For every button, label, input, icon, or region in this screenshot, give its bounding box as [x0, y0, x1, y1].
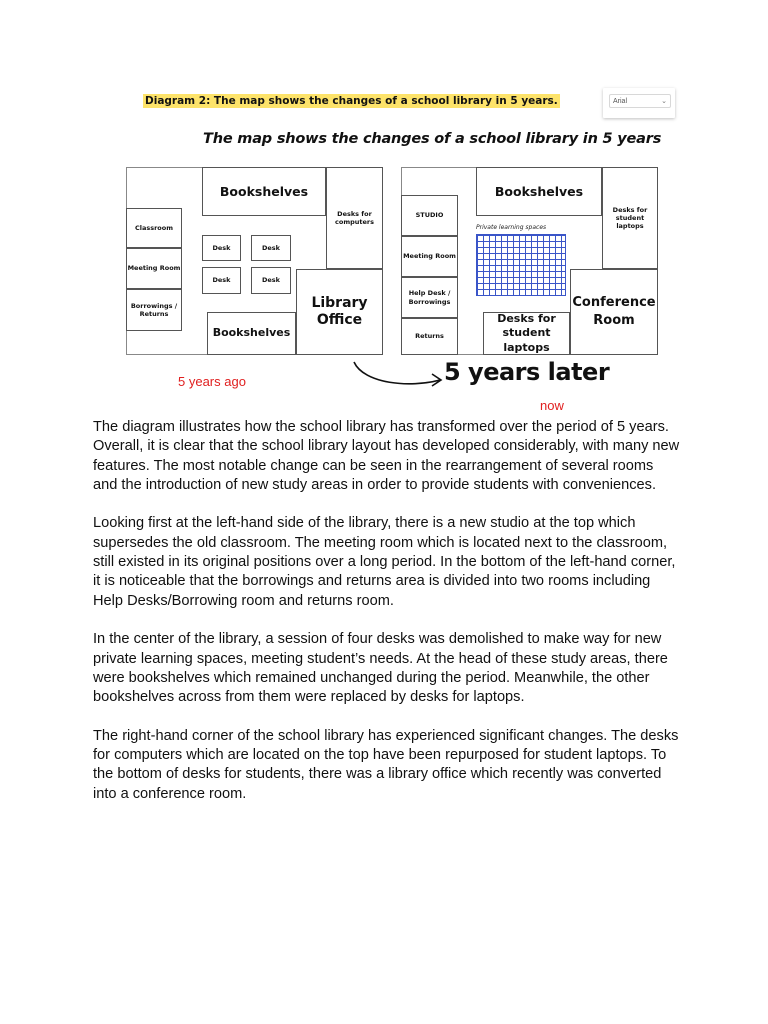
label-5-years-ago: 5 years ago: [178, 374, 246, 389]
chevron-down-icon: ⌄: [661, 98, 667, 105]
curved-arrow-icon: [350, 358, 450, 390]
font-selector[interactable]: [603, 88, 675, 118]
before-borrowings-returns: Borrowings / Returns: [126, 289, 182, 331]
font-selector-value: Arial: [613, 98, 628, 105]
essay-paragraph-5: The right-hand corner of the school library has experienced significant changes. The desks for computers which are located on the top have been repurposed for student laptops. To the bottom of desks for students, there was a library office which recently was converted into a conference room.: [93, 727, 679, 802]
font-selector-field[interactable]: [609, 94, 671, 108]
private-learning-spaces-grid: [476, 234, 566, 296]
before-bookshelves-top: Bookshelves: [202, 167, 326, 216]
after-help-desk-borrowings: Help Desk / Borrowings: [401, 277, 458, 318]
before-meeting-room: Meeting Room: [126, 248, 182, 289]
before-desk-1: Desk: [202, 235, 241, 261]
after-meeting-room: Meeting Room: [401, 236, 458, 277]
after-desks-for-student-laptops-bottom: Desks for student laptops: [483, 312, 570, 355]
label-5-years-later: 5 years later: [444, 358, 610, 386]
map-title: The map shows the changes of a school library in 5 years: [203, 131, 662, 147]
essay-paragraph-3: Looking first at the left-hand side of the library, there is a new studio at the top which supersedes the old classroom. The meeting room which is located next to the classroom, still existed in its original positions over a long period. In the bottom of the left-hand corner, it is noticeable that the borrowings and returns area is divided into two rooms including Help Desks/Borrowing room and returns room.: [93, 515, 676, 609]
label-now: now: [540, 398, 564, 413]
after-conference-room: Conference Room: [570, 269, 658, 355]
before-desk-3: Desk: [202, 267, 241, 294]
essay-body: [93, 418, 681, 804]
after-studio: STUDIO: [401, 195, 458, 236]
after-bookshelves-top: Bookshelves: [476, 167, 602, 216]
after-desks-for-student-laptops-top: Desks for student laptops: [602, 167, 658, 269]
essay-paragraph-1: The diagram illustrates how the school library has transformed over the period of 5 years.: [93, 419, 669, 435]
before-bookshelves-bottom: Bookshelves: [207, 312, 296, 355]
before-desk-4: Desk: [251, 267, 291, 294]
before-library-office: Library Office: [296, 269, 383, 355]
before-classroom: Classroom: [126, 208, 182, 248]
essay-paragraph-4: In the center of the library, a session of four desks was demolished to make way for new private learning spaces, meeting student’s needs. At the head of these study areas, there were bookshelves which remained unchanged during the period. Meanwhile, the other bookshelves across from them were replaced by desks for laptops.: [93, 631, 668, 706]
diagram-caption: Diagram 2: The map shows the changes of a school library in 5 years.: [145, 95, 558, 107]
essay-paragraph-2: Overall, it is clear that the school library layout has developed considerably, with many new features. The most notable change can be seen in the rearrangement of several rooms and the introduction of new study areas in order to provide students with conveniences.: [93, 438, 680, 493]
after-returns: Returns: [401, 318, 458, 355]
private-learning-spaces-label: Private learning spaces: [476, 224, 547, 231]
before-desk-2: Desk: [251, 235, 291, 261]
before-desks-for-computers: Desks for computers: [326, 167, 383, 269]
